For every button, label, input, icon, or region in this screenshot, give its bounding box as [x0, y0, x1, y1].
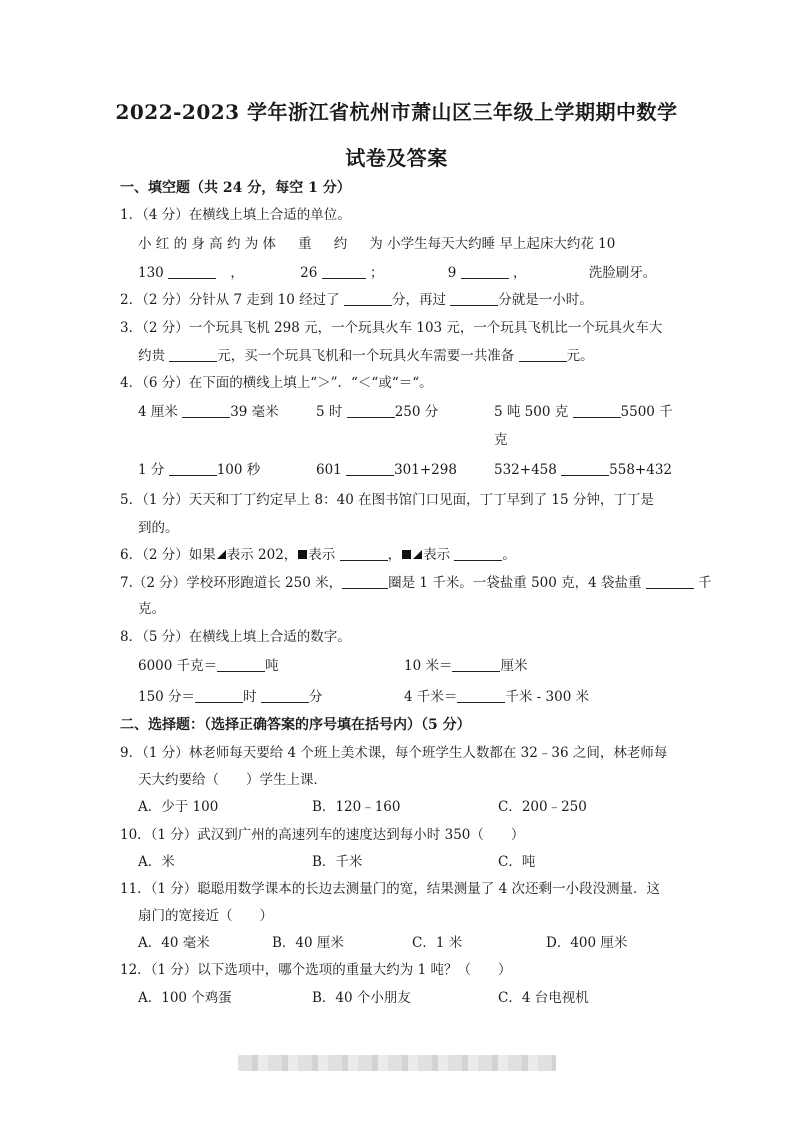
q8-r2e: 千米 - 300 米 — [505, 689, 590, 705]
q9-row-a: 9．（1 分）林老师每天要给 4 个班上美术课，每个班学生人数都在 32﹣36 之间，林老师每 — [120, 745, 668, 761]
q4-stem: 4．（6 分）在下面的横线上填上“＞”．“＜“或“＝“。 — [120, 375, 433, 391]
q7-text-a: 7.（2 分）学校环形跑道长 250 米， — [120, 575, 343, 591]
triangle-shape-icon-2 — [413, 550, 422, 559]
blurred-footer-watermark — [238, 1055, 556, 1071]
q2-text-c: 分就是一小时。 — [498, 292, 593, 308]
q4-r1-c2 — [316, 402, 438, 422]
q1-value-130: 130 — [138, 265, 164, 281]
q11-row-b: 扇门的宽接近（ ） — [138, 908, 273, 924]
section-choice-heading: 二、选择题：（选择正确答案的序号填在括号内）（5 分） — [120, 717, 471, 733]
q8-r2-right — [404, 687, 589, 707]
q1-punct-1: ， — [230, 265, 244, 281]
q1-row-b — [138, 263, 656, 283]
q4-r2c1-blank[interactable] — [169, 461, 217, 476]
q10-option-c[interactable]: C．吨 — [498, 854, 536, 870]
q4-r1-c3 — [494, 402, 673, 422]
q12-option-c[interactable]: C．4 台电视机 — [498, 990, 589, 1006]
q4-r2c3-right: 558+432 — [609, 462, 673, 478]
q1-stem: 1．（4 分）在横线上填上合适的单位。 — [120, 207, 351, 223]
q3-text-b2: 元，买一个玩具飞机和一个玩具火车需要一共准备 — [217, 348, 515, 364]
q1-punct-2: ； — [369, 265, 384, 281]
q1-blank-3[interactable] — [461, 264, 509, 279]
q6-text-d: ， — [387, 547, 402, 563]
q8-blank-4[interactable] — [261, 688, 309, 703]
q6-text-f: 。 — [502, 547, 516, 563]
q4-r2c2-blank[interactable] — [346, 461, 394, 476]
q1-punct-3: ， — [512, 265, 527, 281]
q8-r1a: 6000 千克＝ — [138, 658, 218, 674]
q6-row — [120, 545, 516, 565]
q8-r1b: 吨 — [265, 658, 279, 674]
q8-stem: 8．（5 分）在横线上填上合适的数字。 — [120, 629, 351, 645]
q9-option-b[interactable]: B．120﹣160 — [312, 799, 401, 815]
q3-row-a: 3．（2 分）一个玩具飞机 298 元，一个玩具火车 103 元，一个玩具飞机比一个玩具火车大 — [120, 320, 663, 336]
q4-r2c2-right: 301+298 — [394, 462, 457, 478]
q4-r2c3-left: 532+458 — [494, 462, 557, 478]
q7-blank-1[interactable] — [342, 574, 388, 589]
q12-stem: 12．（1 分）以下选项中，哪个选项的重量大约为 1 吨？（ ） — [120, 962, 512, 978]
q3-row-b — [138, 346, 594, 366]
q6-text-b: 表示 202， — [226, 547, 298, 563]
q9-row-b: 天大约要给（ ）学生上课． — [138, 772, 327, 788]
q4-r1c2-right: 250 分 — [394, 404, 439, 420]
q8-r2d: 4 千米＝ — [404, 689, 458, 705]
q6-blank-2[interactable] — [454, 546, 502, 561]
q8-blank-1[interactable] — [217, 657, 265, 672]
q12-option-a[interactable]: A．100 个鸡蛋 — [138, 990, 232, 1006]
q4-r2-c2 — [316, 460, 457, 480]
q3-blank-1[interactable] — [169, 347, 217, 362]
q5-row-b: 到的。 — [138, 520, 179, 536]
q10-option-b[interactable]: B．千米 — [312, 854, 363, 870]
q10-option-a[interactable]: A．米 — [138, 854, 175, 870]
q2-text-b: 分，再过 — [391, 292, 446, 308]
square-shape-icon-2 — [402, 550, 411, 559]
q2-row — [120, 290, 593, 310]
square-shape-icon — [298, 550, 307, 559]
q8-r2b: 时 — [243, 689, 257, 705]
q7-text-c: 千 — [698, 575, 712, 591]
q11-option-b[interactable]: B．40 厘米 — [272, 935, 344, 951]
q6-blank-1[interactable] — [340, 546, 388, 561]
q1-row-a: 小 红 的 身 高 约 为 体 重 约 为 小学生每天大约睡 早上起床大约花 10 — [138, 236, 616, 252]
q4-r2c1-right: 100 秒 — [216, 462, 261, 478]
q3-text-b1: 约贵 — [138, 348, 165, 364]
doc-title-line1: 2022-2023 学年浙江省杭州市萧山区三年级上学期期中数学 — [115, 100, 678, 124]
q4-r1c1-blank[interactable] — [182, 403, 230, 418]
q2-blank-1[interactable] — [344, 291, 392, 306]
q3-text-b3: 元。 — [566, 348, 594, 364]
q7-row-a — [120, 573, 712, 593]
q6-text-e: 表示 — [423, 547, 451, 563]
q2-blank-2[interactable] — [450, 291, 498, 306]
q8-r1d: 厘米 — [500, 658, 528, 674]
q11-option-a[interactable]: A．40 毫米 — [138, 935, 210, 951]
q2-text-a: 2．（2 分）分针从 7 走到 10 经过了 — [120, 292, 340, 308]
q1-value-9: 9 — [447, 265, 457, 281]
q11-option-c[interactable]: C．1 米 — [412, 935, 463, 951]
doc-title-line2: 试卷及答案 — [345, 146, 448, 170]
q1-value-26: 26 — [300, 265, 318, 281]
q4-r1c3-blank[interactable] — [573, 403, 621, 418]
q4-r2c3-blank[interactable] — [561, 461, 609, 476]
q8-r2-left — [138, 687, 322, 707]
q8-blank-5[interactable] — [457, 688, 505, 703]
q7-row-b: 克。 — [138, 601, 165, 617]
q8-r2c: 分 — [308, 689, 323, 705]
q11-row-a: 11．（1 分）聪聪用数学课本的长边去测量门的宽，结果测量了 4 次还剩一小段没测量．这 — [120, 881, 660, 897]
q4-r2-c1 — [138, 460, 260, 480]
q4-r1c1-left: 4 厘米 — [138, 404, 178, 420]
q4-r2c2-left: 601 — [316, 462, 342, 478]
q4-r1c1-right: 39 毫米 — [230, 404, 279, 420]
q9-option-c[interactable]: C．200﹣250 — [498, 799, 587, 815]
q4-r2c1-left: 1 分 — [138, 462, 165, 478]
q4-r1-c1 — [138, 402, 279, 422]
q1-tail: 洗脸刷牙。 — [588, 265, 657, 281]
q4-r1c3-right: 5500 千 — [620, 404, 673, 420]
q4-r1c3-left: 5 吨 500 克 — [494, 404, 569, 420]
q5-row-a: 5．（1 分）天天和丁丁约定早上 8：40 在图书馆门口见面，丁丁早到了 15 分钟，丁丁是 — [120, 492, 654, 508]
q8-r1-left — [138, 656, 279, 676]
q8-r1c: 10 米＝ — [404, 658, 453, 674]
q10-stem: 10．（1 分）武汉到广州的高速列车的速度达到每小时 350（ ） — [120, 827, 525, 843]
q8-blank-2[interactable] — [452, 657, 500, 672]
q4-r2-c3 — [494, 460, 672, 480]
q8-blank-3[interactable] — [195, 688, 243, 703]
q4-r1c2-blank[interactable] — [347, 403, 395, 418]
section-fill-blank-heading: 一、填空题（共 24 分，每空 1 分） — [120, 180, 351, 196]
q1-blank-2[interactable] — [322, 264, 366, 279]
q6-text-a: 6．（2 分）如果 — [120, 547, 216, 563]
q8-r1-right — [404, 656, 527, 676]
q7-text-b: 圈是 1 千米。一袋盐重 500 克，4 袋盐重 — [388, 575, 642, 591]
q4-r1c3-wrap: 克 — [494, 432, 508, 448]
q1-blank-1[interactable] — [168, 264, 216, 279]
q9-option-a[interactable]: A．少于 100 — [138, 799, 219, 815]
q3-blank-2[interactable] — [519, 347, 567, 362]
q12-option-b[interactable]: B．40 个小朋友 — [312, 990, 411, 1006]
q7-blank-2[interactable] — [646, 574, 694, 589]
q8-r2a: 150 分＝ — [138, 689, 196, 705]
q6-text-c: 表示 — [308, 547, 336, 563]
q11-option-d[interactable]: D．400 厘米 — [546, 935, 628, 951]
triangle-shape-icon — [217, 550, 226, 559]
q4-r1c2-left: 5 时 — [316, 404, 343, 420]
